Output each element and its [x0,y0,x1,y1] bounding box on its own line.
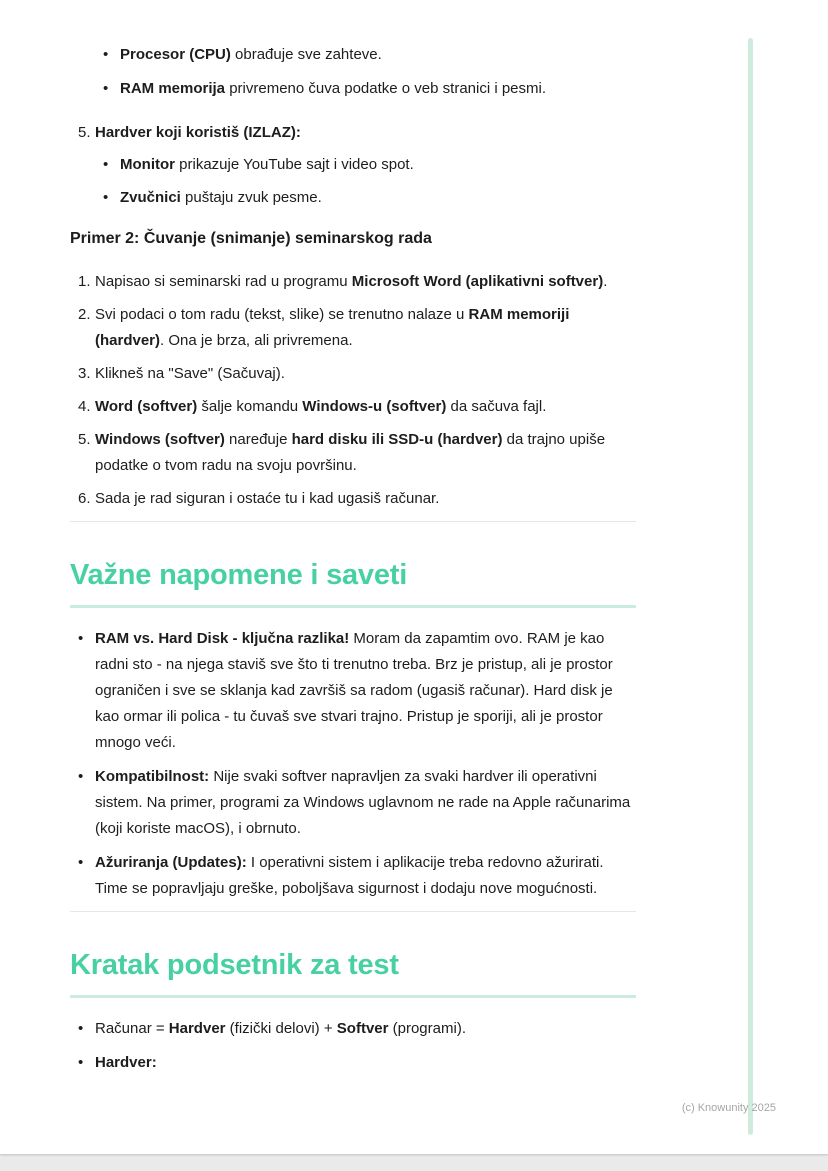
primer2-numbered-list [70,269,636,512]
text-run: . Ona je brza, ali privremena. [160,332,353,349]
footer-copyright: (c) Knowunity 2025 [681,1102,776,1114]
text-run: (programi). [388,1020,466,1037]
sub-bullet-list [95,152,636,211]
bold-term: Zvučnici [120,189,181,206]
output-device-bullet-list [70,42,636,102]
text-run: . [603,273,608,290]
text-run: šalje komandu [197,398,303,415]
list-item-text [95,626,636,756]
list-item [78,626,636,756]
list-item-text [95,361,636,387]
bold-term: Ažuriranja (Updates): [95,854,247,871]
bold-term: Windows-u (softver) [302,398,447,415]
text-run: obrađuje sve zahteve. [230,46,382,63]
bold-term: RAM memorija [120,80,226,97]
bold-term: Hardver koji koristiš (IZLAZ): [95,124,301,141]
bold-term: RAM vs. Hard Disk - ključna razlika! [95,630,350,647]
text-run: privremeno čuva podatke o veb stranici i pesmi. [225,80,547,97]
list-item-text [120,152,636,178]
list-item-text [95,486,636,512]
side-accent-bar [748,38,753,1135]
list-item [78,120,636,218]
podsetnik-bullet-list [70,1016,636,1076]
document-content [70,42,636,1084]
list-item [78,427,636,479]
text-run: Sada je rad siguran i ostaće tu i kad ugasiš računar. [95,490,440,507]
list-item-text [95,302,636,354]
item-number: 4. [78,398,91,415]
item-number: 3. [78,365,91,382]
item-number: 5. [78,431,91,448]
bold-term: Softver [336,1020,389,1037]
list-item [103,42,636,68]
list-item-text [95,120,636,218]
list-item [78,302,636,354]
section-title-napomene: Važne napomene i saveti [70,559,408,591]
list-item-text [95,1016,636,1042]
list-item-text [120,185,636,211]
bold-term: Procesor (CPU) [120,46,231,63]
section-divider [70,521,636,522]
text-run: Računar = [95,1020,169,1037]
napomene-bullet-list [70,626,636,902]
text-run: Klikneš na "Save" (Sačuvaj). [95,365,285,382]
list-item [78,850,636,902]
list-item-text [95,764,636,842]
text-run: da trajno upiše podatke o tvom radu na svoju površinu. [95,431,606,474]
text-run: naređuje [224,431,292,448]
list-item [78,1016,636,1042]
text-run: Svi podaci o tom radu (tekst, slike) se trenutno nalaze u [95,306,469,323]
list-item-text [120,76,636,102]
list-item-text [95,427,636,479]
bold-term: Word (softver) [95,398,198,415]
title-underline [70,605,636,608]
text-run: I operativni sistem i aplikacije treba redovno ažurirati. Time se popravljaju greške, poboljšava sigurnost i dodaju nove mogućnosti. [95,854,604,897]
list-item [78,394,636,420]
list-item [78,486,636,512]
text-run: Moram da zapamtim ovo. RAM je kao radni sto - na njega staviš sve što ti trenutno treba. Brz je pristup, ali je prostor ograničen i sve se sklanja kad završiš sa radom (ugasiš računar). Hard disk je kao ormar ili polica - tu čuvaš sve stvari trajno. Pristup je sporiji, ali je prostor mnogo veći. [95,630,613,751]
text-run: da sačuva fajl. [446,398,547,415]
bold-term: Microsoft Word (aplikativni softver) [351,273,604,290]
section-divider [70,911,636,912]
list-item [103,185,636,211]
item-number: 2. [78,306,91,323]
list-item-text [95,850,636,902]
text-run: Napisao si seminarski rad u programu [95,273,352,290]
text-run: Nije svaki softver napravljen za svaki hardver ili operativni sistem. Na primer, programi za Windows uglavnom ne rade na Apple računarima (koji koriste macOS), i obrnuto. [95,768,631,837]
list-item [103,76,636,102]
item-number: 1. [78,273,91,290]
title-underline [70,995,636,998]
list-item-text [95,269,636,295]
bold-term: Kompatibilnost: [95,768,210,785]
text-run: puštaju zvuk pesme. [180,189,322,206]
section-title-podsetnik: Kratak podsetnik za test [70,949,399,981]
bold-term: Hardver [168,1020,226,1037]
list-item-text [120,42,636,68]
list-item [78,764,636,842]
item-number: 6. [78,490,91,507]
list-item [103,152,636,178]
item-number: 5. [78,124,91,141]
paragraph-title: Primer 2: Čuvanje (snimanje) seminarskog rada [70,230,432,247]
list-item-text [95,394,636,420]
text-run: (fizički delovi) + [225,1020,337,1037]
text-run: prikazuje YouTube sajt i video spot. [174,156,414,173]
bold-term: hard disku ili SSD-u (hardver) [291,431,503,448]
list-item-text [95,1050,636,1076]
list-item [78,361,636,387]
list-item [78,269,636,295]
bold-term: RAM memoriji (hardver) [95,306,570,349]
numbered-item-5 [70,120,636,218]
list-item [78,1050,636,1076]
bold-term: Windows (softver) [95,431,225,448]
bold-term: Hardver: [95,1054,157,1071]
bold-term: Monitor [120,156,175,173]
